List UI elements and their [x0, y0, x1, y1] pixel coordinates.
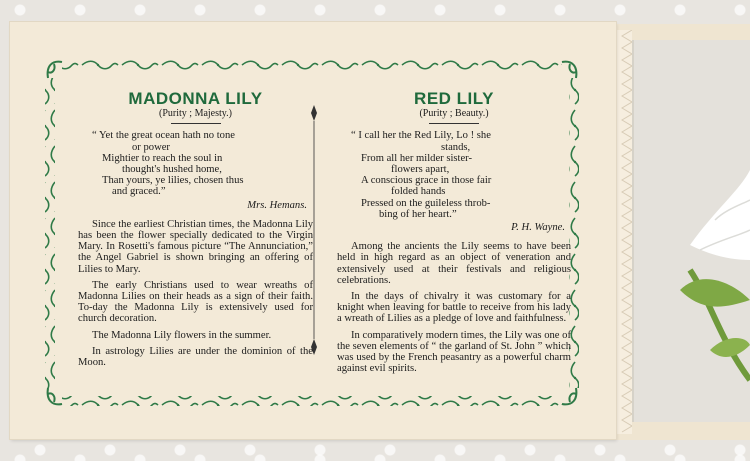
verse-line: bing of her heart.” — [379, 208, 457, 220]
madonna-lily-author: Mrs. Hemans. — [247, 199, 307, 211]
verse-line: A conscious grace in those fair — [361, 175, 492, 187]
verse-line: Than yours, ye lilies, chosen thus — [102, 175, 244, 187]
embroidered-lily-image — [660, 150, 750, 410]
title-rule — [171, 123, 221, 124]
verse-line: flowers apart, — [391, 164, 450, 176]
verse-line: thought's hushed home, — [122, 164, 222, 176]
red-lily-column — [337, 89, 571, 379]
red-lily-title: RED LILY — [414, 89, 494, 108]
madonna-lily-verse — [92, 130, 305, 197]
verse-line: Pressed on the guileless throb- — [361, 197, 491, 209]
verse-line: folded hands — [391, 186, 446, 198]
red-lily-author: P. H. Wayne. — [511, 222, 565, 234]
madonna-lily-title: MADONNA LILY — [128, 89, 263, 108]
paragraph: Among the ancients the Lily seems to have been held in high regard as an object of veneration and extensively used at their festivals and religious celebrations. — [337, 241, 571, 286]
verse-line: or power — [132, 141, 170, 153]
red-lily-subtitle: (Purity ; Beauty.) — [419, 108, 489, 120]
verse-line: stands, — [441, 141, 471, 153]
verse-line: “ Yet the great ocean hath no tone — [92, 130, 235, 142]
paragraph: In the days of chivalry it was customary for a knight when leaving for battle to receive from his lady a wreath of Lilies as a pledge of love and faithfulness. — [337, 291, 571, 325]
paragraph: In astrology Lilies are under the dominion of the Moon. — [78, 345, 313, 369]
title-rule — [429, 123, 479, 124]
verse-line: Mightier to reach the soul in — [102, 152, 223, 164]
madonna-lily-subtitle: (Purity ; Majesty.) — [159, 108, 232, 120]
madonna-lily-column — [78, 89, 313, 373]
paragraph: Since the earliest Christian times, the Madonna Lily has been the flower specially dedicated to the Virgin Mary. In Rosetti's famous picture “The Annunciation,” the Angel Gabriel is shown bringing an offering of Lilies to Mary. — [78, 218, 313, 275]
red-lily-verse — [351, 130, 563, 220]
flap-zigzag-edge — [614, 30, 632, 434]
paragraph: In comparatively modern times, the Lily was one of the seven elements of “ the garland of St. John ” which was used by the French peasantry as a powerful charm against evil spirits. — [337, 329, 571, 375]
paragraph: The early Christians used to wear wreaths of Madonna Lilies on their heads as a sign of their faith. To-day the Madonna Lily is extensively used for church decoration. — [78, 279, 313, 325]
verse-line: From all her milder sister- — [361, 152, 472, 164]
paragraph: The Madonna Lily flowers in the summer. — [92, 329, 272, 341]
verse-line: “ I call her the Red Lily, Lo ! she — [351, 130, 491, 142]
verse-line: and graced.” — [112, 186, 166, 198]
